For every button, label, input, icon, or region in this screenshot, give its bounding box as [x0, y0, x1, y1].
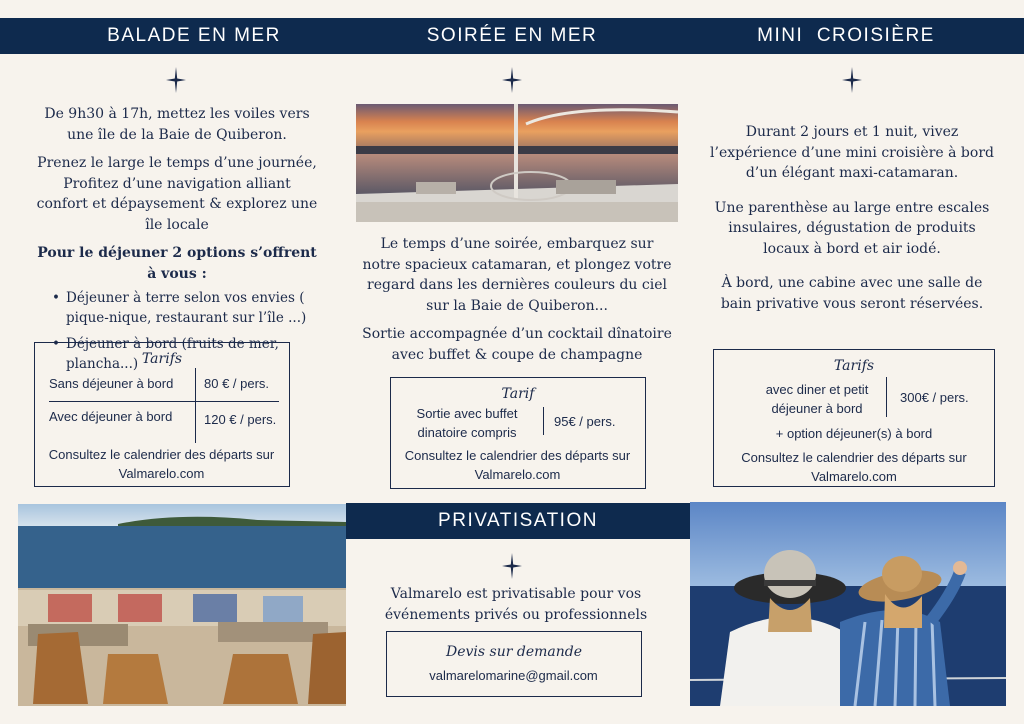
sunset-catamaran-photo	[356, 104, 678, 222]
tarif-label: avec diner et petit déjeuner à bord	[765, 382, 869, 416]
star-icon	[166, 67, 186, 93]
tarifs-title: Tarifs	[141, 351, 183, 367]
divider	[886, 377, 887, 417]
list-item: • Déjeuner à bord (fruits de mer, plancha...)	[50, 334, 318, 374]
soiree-text	[362, 234, 672, 373]
tarif-option: + option déjeuner(s) à bord	[775, 426, 933, 441]
privatisation-band	[346, 503, 690, 539]
soiree-extra: Sortie accompagnée d’un cocktail dînatoire avec buffet & coupe de champagne	[362, 326, 672, 363]
croisiere-tarifs-box	[713, 349, 995, 487]
title-balade: BALADE EN MER	[107, 25, 281, 46]
soiree-desc: Le temps d’une soirée, embarquez sur notre spacieux catamaran, et plongez votre regard dans les dernières couleurs du ciel sur la Baie de Quiberon...	[362, 236, 672, 314]
star-icon	[502, 67, 522, 93]
devis-title: Devis sur demande	[445, 644, 582, 660]
tarifs-title: Tarifs	[833, 358, 875, 374]
tarif-label: Avec déjeuner à bord	[49, 409, 173, 424]
deck-chairs-photo	[18, 504, 346, 706]
header-band	[0, 18, 1024, 54]
tarif-title: Tarif	[501, 386, 535, 402]
divider	[543, 407, 544, 435]
tarif-price: 300€ / pers.	[900, 390, 969, 405]
tarif-label: Sortie avec buffet dinatoire compris	[416, 406, 518, 440]
star-icon	[502, 553, 522, 579]
tarifs-footer: Consultez le calendrier des départs sur Valmarelo.com	[48, 447, 275, 481]
croisiere-cabin: À bord, une cabine avec une salle de bain privative vous seront réservées.	[720, 275, 984, 312]
privatisation-desc: Valmarelo est privatisable pour vos événements privés ou professionnels	[384, 586, 648, 623]
tarif-price: 80 € / pers.	[204, 376, 270, 391]
devis-box	[386, 631, 642, 697]
balade-text	[36, 104, 318, 380]
tarifs-footer: Consultez le calendrier des départs sur Valmarelo.com	[741, 450, 967, 484]
croisiere-text	[706, 122, 998, 322]
divider	[49, 401, 279, 402]
balade-desc: Prenez le large le temps d’une journée, Profitez d’une navigation alliant confort et dépaysement & explorez une île locale	[36, 155, 318, 233]
balade-tarifs-box	[34, 342, 290, 487]
list-item: • Déjeuner à terre selon vos envies ( pique-nique, restaurant sur l’île ...)	[50, 288, 318, 328]
tarif-label: Sans déjeuner à bord	[49, 376, 174, 391]
women-hats-photo	[690, 502, 1006, 706]
tarif-footer: Consultez le calendrier des départs sur Valmarelo.com	[404, 448, 631, 482]
tarif-price: 95€ / pers.	[554, 414, 616, 429]
title-croisiere: MINI CROISIÈRE	[757, 25, 935, 46]
croisiere-intro: Durant 2 jours et 1 nuit, vivez l’expérience d’une mini croisière à bord d’un élégant maxi-catamaran.	[710, 124, 994, 181]
tarif-price: 120 € / pers.	[204, 412, 277, 427]
croisiere-desc: Une parenthèse au large entre escales insulaires, dégustation de produits locaux à bord et air iodé.	[714, 199, 990, 257]
email-link[interactable]: valmarelomarine@gmail.com	[429, 668, 598, 683]
star-icon	[842, 67, 862, 93]
soiree-tarif-box	[390, 377, 646, 489]
privatisation-title: PRIVATISATION	[438, 510, 598, 531]
title-soiree: SOIRÉE EN MER	[426, 25, 598, 46]
balade-intro: De 9h30 à 17h, mettez les voiles vers une île de la Baie de Quiberon.	[44, 106, 310, 143]
divider	[195, 368, 196, 443]
balade-options-title: Pour le déjeuner 2 options s’offrent à vous :	[37, 245, 317, 282]
